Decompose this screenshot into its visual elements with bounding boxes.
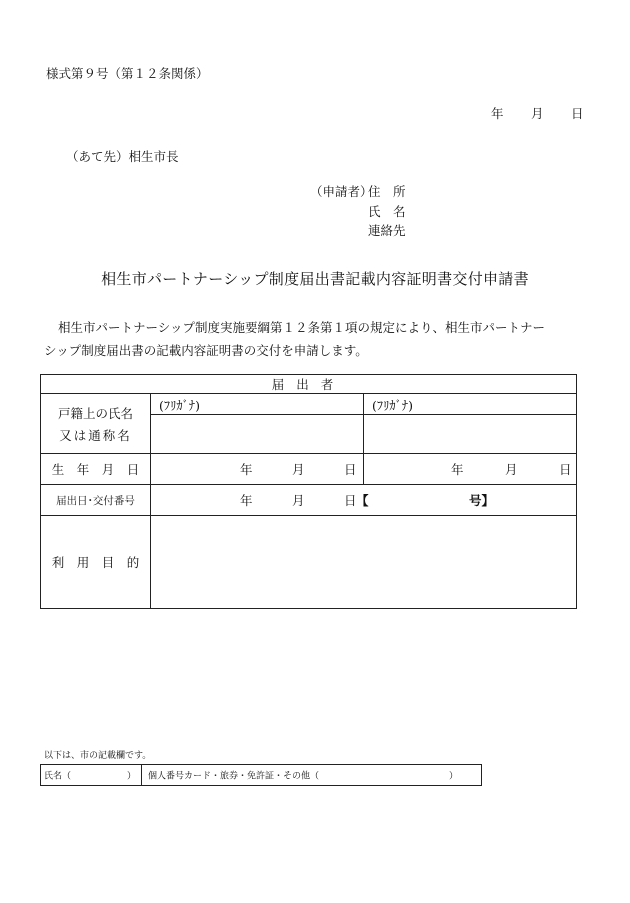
name-input-2[interactable]	[364, 415, 577, 454]
applicant-name-label: 氏 名	[368, 204, 406, 219]
office-table	[40, 764, 482, 786]
header-date-month: 月	[531, 106, 544, 121]
applicant-contact-label: 連絡先	[368, 223, 406, 238]
name-label-line-1: 戸籍上の氏名	[57, 405, 133, 421]
birthdate-input-2[interactable]	[364, 454, 577, 485]
addressee: （あて先）相生市長	[66, 149, 179, 164]
applicant-address-label: 住 所	[368, 184, 406, 199]
birth1-month: 月	[292, 462, 305, 477]
table-header: 届出者	[41, 375, 577, 394]
notif-number-label: 号】	[469, 493, 495, 508]
notifier-table	[40, 374, 577, 609]
document-title: 相生市パートナーシップ制度届出書記載内容証明書交付申請書	[101, 270, 529, 288]
header-date-year: 年	[491, 106, 504, 121]
office-name-label: 氏名（	[44, 771, 72, 782]
office-name-close: ）	[127, 771, 137, 782]
purpose-input[interactable]	[151, 516, 577, 609]
body-line-2: シップ制度届出書の記載内容証明書の交付を申請します。	[44, 343, 368, 358]
birth1-day: 日	[344, 462, 357, 477]
applicant-label: （申請者）	[310, 184, 373, 199]
office-name-cell[interactable]	[41, 765, 142, 786]
name-label-line-2: 又は通称名	[59, 427, 132, 443]
notif-year: 年	[240, 493, 253, 508]
name-input-1[interactable]	[151, 415, 364, 454]
birth2-year: 年	[451, 462, 464, 477]
office-id-label: 個人番号カード・旅券・免許証・その他（	[148, 771, 320, 782]
furigana-cell-2[interactable]: (ﾌﾘｶﾞﾅ)	[364, 394, 577, 415]
body-text	[44, 316, 584, 362]
birth1-year: 年	[240, 462, 253, 477]
office-id-cell[interactable]	[142, 765, 482, 786]
notif-bracket-open: 【	[356, 493, 369, 508]
office-id-close: ）	[449, 771, 459, 782]
birth-label: 生 年 月 日	[41, 454, 151, 485]
birthdate-input-1[interactable]	[151, 454, 364, 485]
furigana-cell-1[interactable]: (ﾌﾘｶﾞﾅ)	[151, 394, 364, 415]
purpose-label: 利 用 目 的	[41, 516, 151, 609]
notif-label: 届出日･交付番号	[41, 485, 151, 516]
birth2-day: 日	[559, 462, 572, 477]
birth2-month: 月	[505, 462, 518, 477]
form-number: 様式第９号（第１２条関係）	[46, 66, 209, 81]
office-note: 以下は、市の記載欄です。	[44, 751, 152, 761]
header-date-day: 日	[571, 106, 584, 121]
notif-month: 月	[292, 493, 305, 508]
name-label-cell	[41, 394, 151, 454]
notification-date-number-input[interactable]	[151, 485, 577, 516]
body-line-1: 相生市パートナーシップ制度実施要綱第１２条第１項の規定により、相生市パートナー	[58, 320, 546, 335]
notif-day: 日	[344, 493, 357, 508]
